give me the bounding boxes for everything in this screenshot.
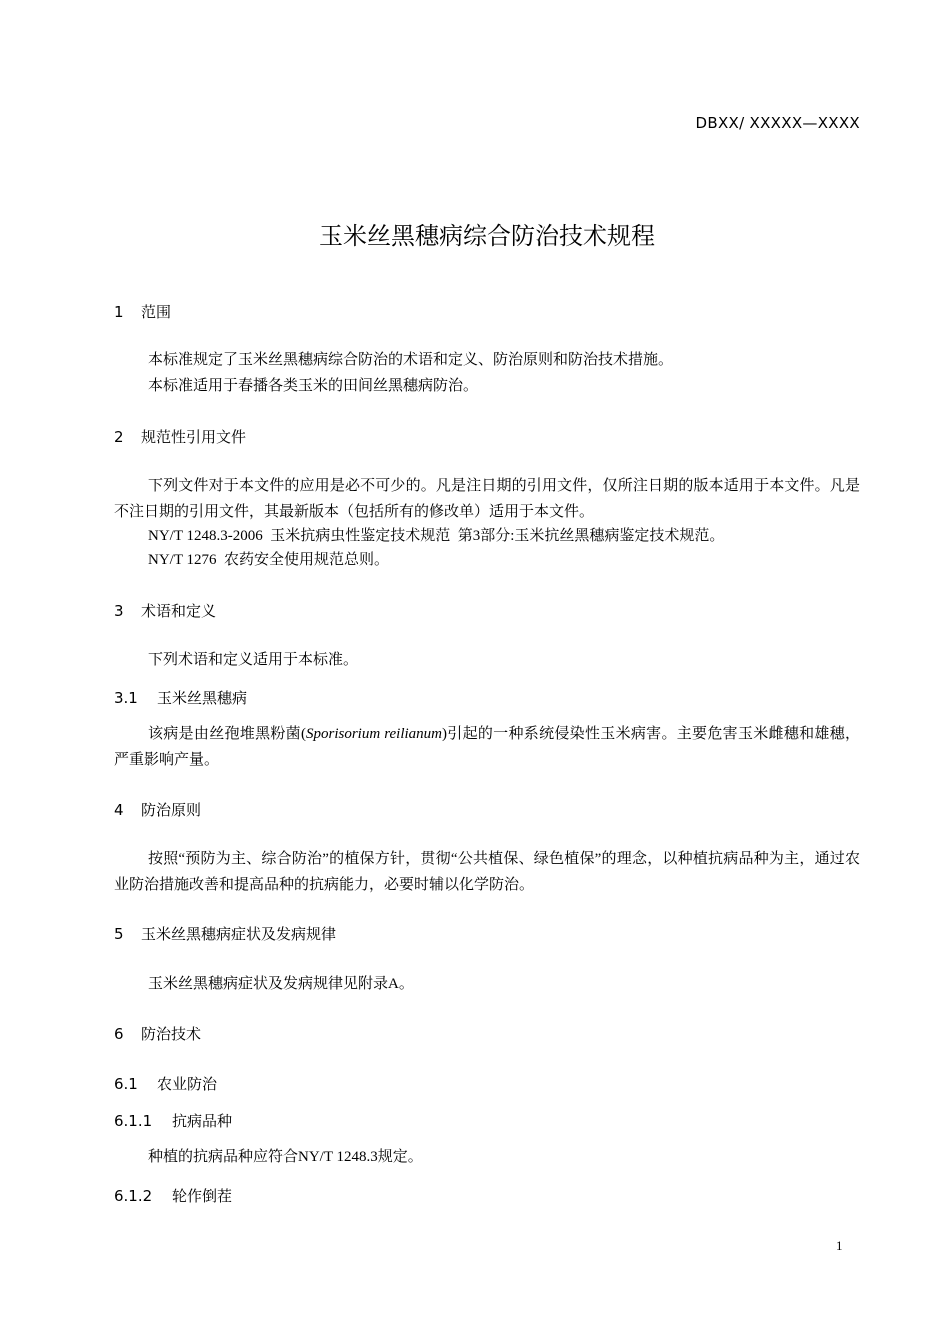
latin-name: Sporisorium reilianum — [305, 726, 442, 742]
heading-5 — [114, 924, 336, 944]
heading-number: 6.1.1 — [114, 1112, 153, 1130]
heading-text: 规范性引用文件 — [141, 428, 247, 446]
text: )引起的一种系统侵染性玉米病害。主要危害玉米雌穗和雄穗，严重影响产量。 — [114, 726, 861, 768]
paragraph: 按照“预防为主、综合防治”的植保方针，贯彻“公共植保、绿色植保”的理念，以种植抗病品种为主，通过农业防治措施改善和提高品种的抗病能力，必要时辅以化学防治。 — [114, 851, 860, 893]
paragraph: 本标准规定了玉米丝黑穗病综合防治的术语和定义、防治原则和防治技术措施。 — [148, 352, 674, 368]
heading-text: 玉米丝黑穗病症状及发病规律 — [141, 925, 337, 943]
text: 该病是由丝孢堆黑粉菌( — [148, 726, 306, 742]
heading-text: 玉米丝黑穗病 — [157, 689, 248, 707]
paragraph: 本标准适用于春播各类玉米的田间丝黑穗病防治。 — [148, 378, 479, 394]
heading-6 — [114, 1024, 201, 1044]
heading-3-1 — [114, 688, 247, 708]
heading-number: 2 — [114, 428, 124, 446]
document-code: DBXX/ XXXXX—XXXX — [695, 114, 860, 132]
heading-1 — [114, 302, 171, 322]
heading-text: 防治技术 — [141, 1025, 202, 1043]
heading-6-1-2 — [114, 1186, 232, 1206]
page-number: 1 — [836, 1238, 843, 1253]
heading-text: 轮作倒茬 — [172, 1187, 233, 1205]
paragraph: 下列文件对于本文件的应用是必不可少的。凡是注日期的引用文件，仅所注日期的版本适用于本文件。凡是不注日期的引用文件，其最新版本（包括所有的修改单）适用于本文件。 — [114, 478, 860, 520]
heading-text: 防治原则 — [141, 801, 202, 819]
heading-number: 6 — [114, 1025, 124, 1043]
paragraph: 玉米丝黑穗病症状及发病规律见附录A。 — [148, 976, 414, 992]
reference-item: NY/T 1276 农药安全使用规范总则。 — [148, 552, 389, 568]
page-title: 玉米丝黑穗病综合防治技术规程 — [319, 222, 655, 250]
paragraph: 下列术语和定义适用于本标准。 — [148, 652, 359, 668]
heading-text: 抗病品种 — [172, 1112, 233, 1130]
heading-4 — [114, 800, 201, 820]
heading-number: 4 — [114, 801, 124, 819]
heading-number: 3.1 — [114, 689, 138, 707]
heading-number: 6.1 — [114, 1075, 138, 1093]
heading-number: 6.1.2 — [114, 1187, 153, 1205]
paragraph: 种植的抗病品种应符合NY/T 1248.3规定。 — [148, 1149, 423, 1165]
paragraph — [114, 722, 860, 773]
reference-item: NY/T 1248.3-2006 玉米抗病虫性鉴定技术规范 第3部分:玉米抗丝黑穗病鉴定技术规范。 — [148, 528, 725, 544]
heading-6-1-1 — [114, 1111, 232, 1131]
heading-2 — [114, 427, 246, 447]
heading-number: 1 — [114, 303, 124, 321]
heading-number: 3 — [114, 602, 124, 620]
heading-text: 范围 — [141, 303, 172, 321]
heading-text: 农业防治 — [157, 1075, 218, 1093]
heading-text: 术语和定义 — [141, 602, 217, 620]
heading-number: 5 — [114, 925, 124, 943]
heading-3 — [114, 601, 216, 621]
heading-6-1 — [114, 1074, 217, 1094]
